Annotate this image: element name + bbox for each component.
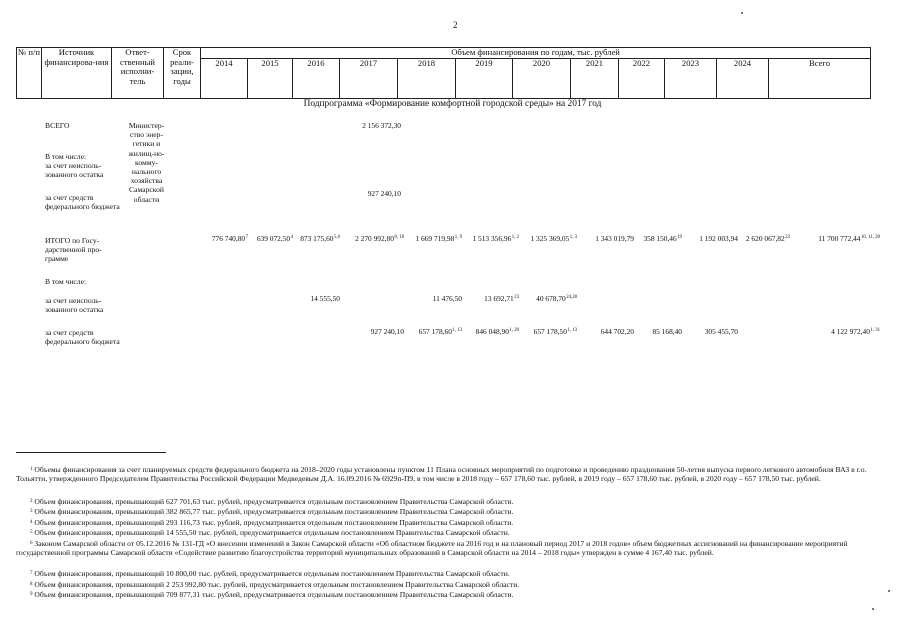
header-col-financing: Объем финансирования по годам, тыс. рублей	[201, 48, 871, 59]
header-year: 2024	[717, 59, 769, 99]
header-col-number: № п/п	[17, 48, 42, 99]
speck-mark	[741, 12, 743, 14]
header-col-responsible: Ответ-ственный исполни-тель	[112, 48, 164, 99]
fed-2017-value: 927 240,10	[367, 189, 401, 198]
footnote-item: $^7$ Объем финансирования, превышающий 10 800,00 тыс. рублей, предусматривается отдельным постановлением Правительства Самарской области.	[30, 569, 510, 578]
footnote-item: $^3$ Объем финансирования, превышающий 382 865,77 тыс. рублей, предусматривается отдельным постановлением Правительства Самарской области.	[30, 507, 514, 516]
table-header	[16, 47, 871, 99]
header-year-total: Всего	[769, 59, 871, 99]
itogo-value: 1 192 003,94	[699, 234, 738, 243]
row-label-v-tom-chisle-2: В том числе:	[45, 277, 87, 286]
neisp-value: 13 692,71$^{23}$	[484, 294, 519, 303]
neisp-value: 40 678,70$^{24,28}$	[536, 294, 577, 303]
fed-value: 657 178,50$^{1, 13}$	[533, 327, 577, 336]
header-col-term: Срок реали-зации, годы	[164, 48, 201, 99]
row-label-v-tom-chisle: В том числе:	[45, 152, 87, 161]
fed-value: 846 048,90$^{1, 20}$	[475, 327, 519, 336]
row-label-itogo: ИТОГО по Госу-дарственной про-грамме	[45, 236, 102, 264]
footnote-item: $^5$ Объем финансирования, превышающий 14 555,50 тыс. рублей, предусматривается отдельным постановлением Правительства Самарской области.	[30, 528, 510, 537]
header-year: 2014	[201, 59, 248, 99]
neisp-value: 14 555,50	[310, 294, 340, 303]
itogo-value: 1 343 019,79	[595, 234, 634, 243]
footnote-item: $^4$ Объем финансирования, превышающий 293 116,73 тыс. рублей, предусматривается отдельным постановлением Правительства Самарской области.	[30, 518, 514, 527]
header-col-source: Источник финансирова-ния	[42, 48, 112, 99]
itogo-value: 358 150,46$^{19}$	[643, 234, 682, 243]
header-year: 2023	[665, 59, 717, 99]
itogo-value: 11 700 772,44$^{10, 11, 20}$	[818, 234, 880, 243]
header-year: 2015	[248, 59, 293, 99]
footnote-separator	[16, 452, 166, 453]
speck-mark	[872, 608, 874, 610]
header-year: 2018	[398, 59, 456, 99]
header-year: 2017	[340, 59, 398, 99]
row-label-fed-2: за счет средств федерального бюджета	[45, 328, 120, 347]
speck-mark	[888, 590, 890, 592]
neisp-value: 11 476,50	[432, 294, 462, 303]
header-year: 2021	[571, 59, 619, 99]
itogo-value: 2 270 992,80$^{8, 18}$	[355, 234, 404, 243]
itogo-value: 2 620 067,82$^{23}$	[745, 234, 790, 243]
header-year: 2019	[456, 59, 513, 99]
row-label-vsego: ВСЕГО	[45, 121, 70, 130]
itogo-value: 1 513 356,96$^{1, 2}$	[472, 234, 519, 243]
footnote-item: $^2$ Объем финансирования, превышающий 627 701,63 тыс. рублей, предусматривается отдельным постановлением Правительства Самарской области.	[30, 497, 514, 506]
itogo-value: 776 740,80$^7$	[211, 234, 248, 243]
subprogram-title: Подпрограмма «Формирование комфортной городской среды» на 2017 год	[303, 99, 602, 109]
footnote-item: $^1$ Объемы финансирования за счет планируемых средств федерального бюджета на 2018–2020 годы установлены пунктом 11 Плана основных мероприятий по подготовке и проведению празднования 50-летия выпуска первого легкового автомобиля ВАЗ в г.о. Тольятти, утвержденного Председателем Правительства Российской Федерации Медведевым Д.А. 16.09.2016 № 6929п-П9, в том числе в 2018 году – 657 178,60 тыс. рублей, в 2019 году – 657 178,60 тыс. рублей, в 2020 году – 657 178,50 тыс. рублей.	[16, 465, 867, 484]
itogo-value: 873 175,60$^{5,6}$	[300, 234, 340, 243]
fed-value: 4 122 972,40$^{1, 31}$	[831, 327, 880, 336]
responsible-executor: Министер-ство энер-гетики и жилищ-но-комму-нального хозяйства Самарской области	[128, 121, 165, 204]
fed-value: 927 240,10	[370, 327, 404, 336]
itogo-value: 1 669 719,98$^{1, 9}$	[415, 234, 462, 243]
vsego-2017-value: 2 156 372,30	[362, 121, 401, 130]
row-label-fed: за счет средств федерального бюджета	[45, 193, 120, 212]
header-year: 2016	[293, 59, 340, 99]
footnote-item: $^6$ Законом Самарской области от 05.12.2016 № 131-ГД «О внесении изменений в Закон Самарской области «Об областном бюджете на 2016 год и на плановый период 2017 и 2018 годов» объем бюджетных ассигнований на финансирование мероприятий государственной программы Самарской области «Содействие развитию благоустройства территорий муниципальных образований в Самарской области на 2014 – 2018 годы» утвержден в сумме 4 167,40 тыс. рублей.	[16, 539, 848, 558]
fed-value: 657 178,60$^{1, 13}$	[418, 327, 462, 336]
itogo-value: 1 325 369,05$^{1, 3}$	[530, 234, 577, 243]
page-number: 2	[453, 20, 458, 30]
fed-value: 644 702,20	[600, 327, 634, 336]
row-label-neisp-2: за счет неисполь-зованного остатка	[45, 296, 104, 315]
fed-value: 305 455,70	[704, 327, 738, 336]
header-year: 2020	[513, 59, 571, 99]
row-label-neisp: за счет неисполь-зованного остатка	[45, 161, 104, 180]
footnote-item: $^9$ Объем финансирования, превышающий 709 877,31 тыс. рублей, предусматривается отдельным постановлением Правительства Самарской области.	[30, 590, 514, 599]
footnote-item: $^8$ Объем финансирования, превышающий 2 253 992,80 тыс. рублей, предусматривается отдельным постановлением Правительства Самарской области.	[30, 580, 520, 589]
header-year: 2022	[619, 59, 665, 99]
fed-value: 85 168,40	[652, 327, 682, 336]
itogo-value: 639 072,50$^4$	[256, 234, 293, 243]
